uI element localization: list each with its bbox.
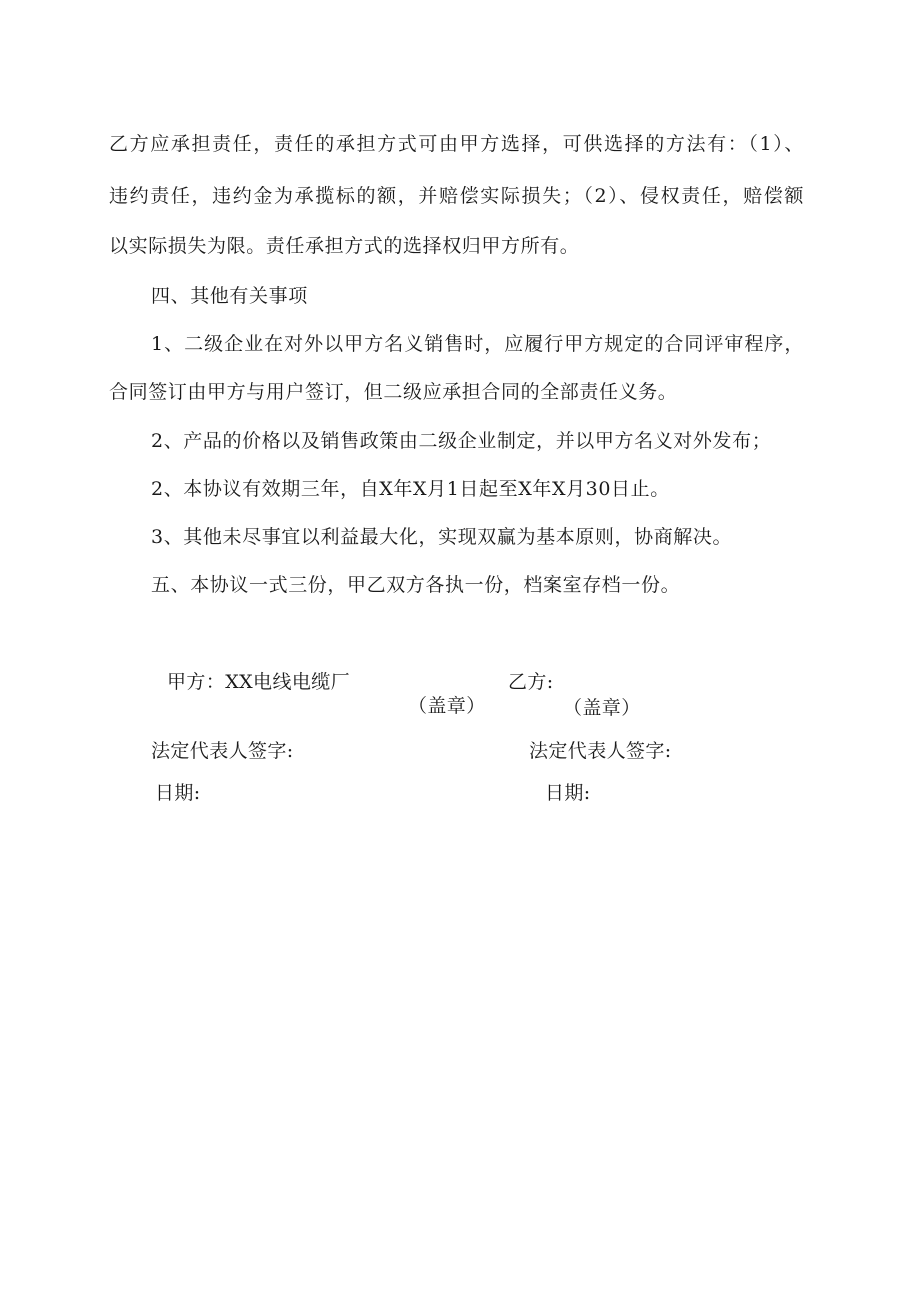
party-b-seal: （盖章） <box>563 697 641 719</box>
party-a-label: 甲方：XX电线电缆厂 <box>167 671 351 693</box>
party-b-representative-signature: 法定代表人签字: <box>529 740 672 762</box>
party-a-seal: （盖章） <box>408 695 486 717</box>
clause-2-validity: 2、本协议有效期三年，自X年X月1日起至X年X月30日止。 <box>151 478 670 500</box>
party-a-representative-signature: 法定代表人签字: <box>151 740 294 762</box>
clause-1-line-2: 合同签订由甲方与用户签订，但二级应承担合同的全部责任义务。 <box>109 381 678 403</box>
party-b-date: 日期: <box>545 782 591 804</box>
paragraph-line-1: 乙方应承担责任，责任的承担方式可由甲方选择，可供选择的方法有：（1）、 <box>109 133 804 155</box>
section-heading-other-matters: 四、其他有关事项 <box>151 285 308 307</box>
paragraph-line-2: 违约责任，违约金为承揽标的额，并赔偿实际损失；（2）、侵权责任，赔偿额 <box>109 185 804 207</box>
paragraph-line-3: 以实际损失为限。责任承担方式的选择权归甲方所有。 <box>109 235 580 257</box>
party-b-label: 乙方: <box>508 671 554 693</box>
clause-2-pricing: 2、产品的价格以及销售政策由二级企业制定，并以甲方名义对外发布； <box>151 430 772 452</box>
clause-3-other: 3、其他未尽事宜以利益最大化，实现双赢为基本原则，协商解决。 <box>151 526 733 548</box>
clause-1-line-1: 1、二级企业在对外以甲方名义销售时，应履行甲方规定的合同评审程序， <box>151 333 804 355</box>
section-five-copies: 五、本协议一式三份，甲乙双方各执一份，档案室存档一份。 <box>151 574 681 596</box>
party-a-date: 日期: <box>155 782 201 804</box>
